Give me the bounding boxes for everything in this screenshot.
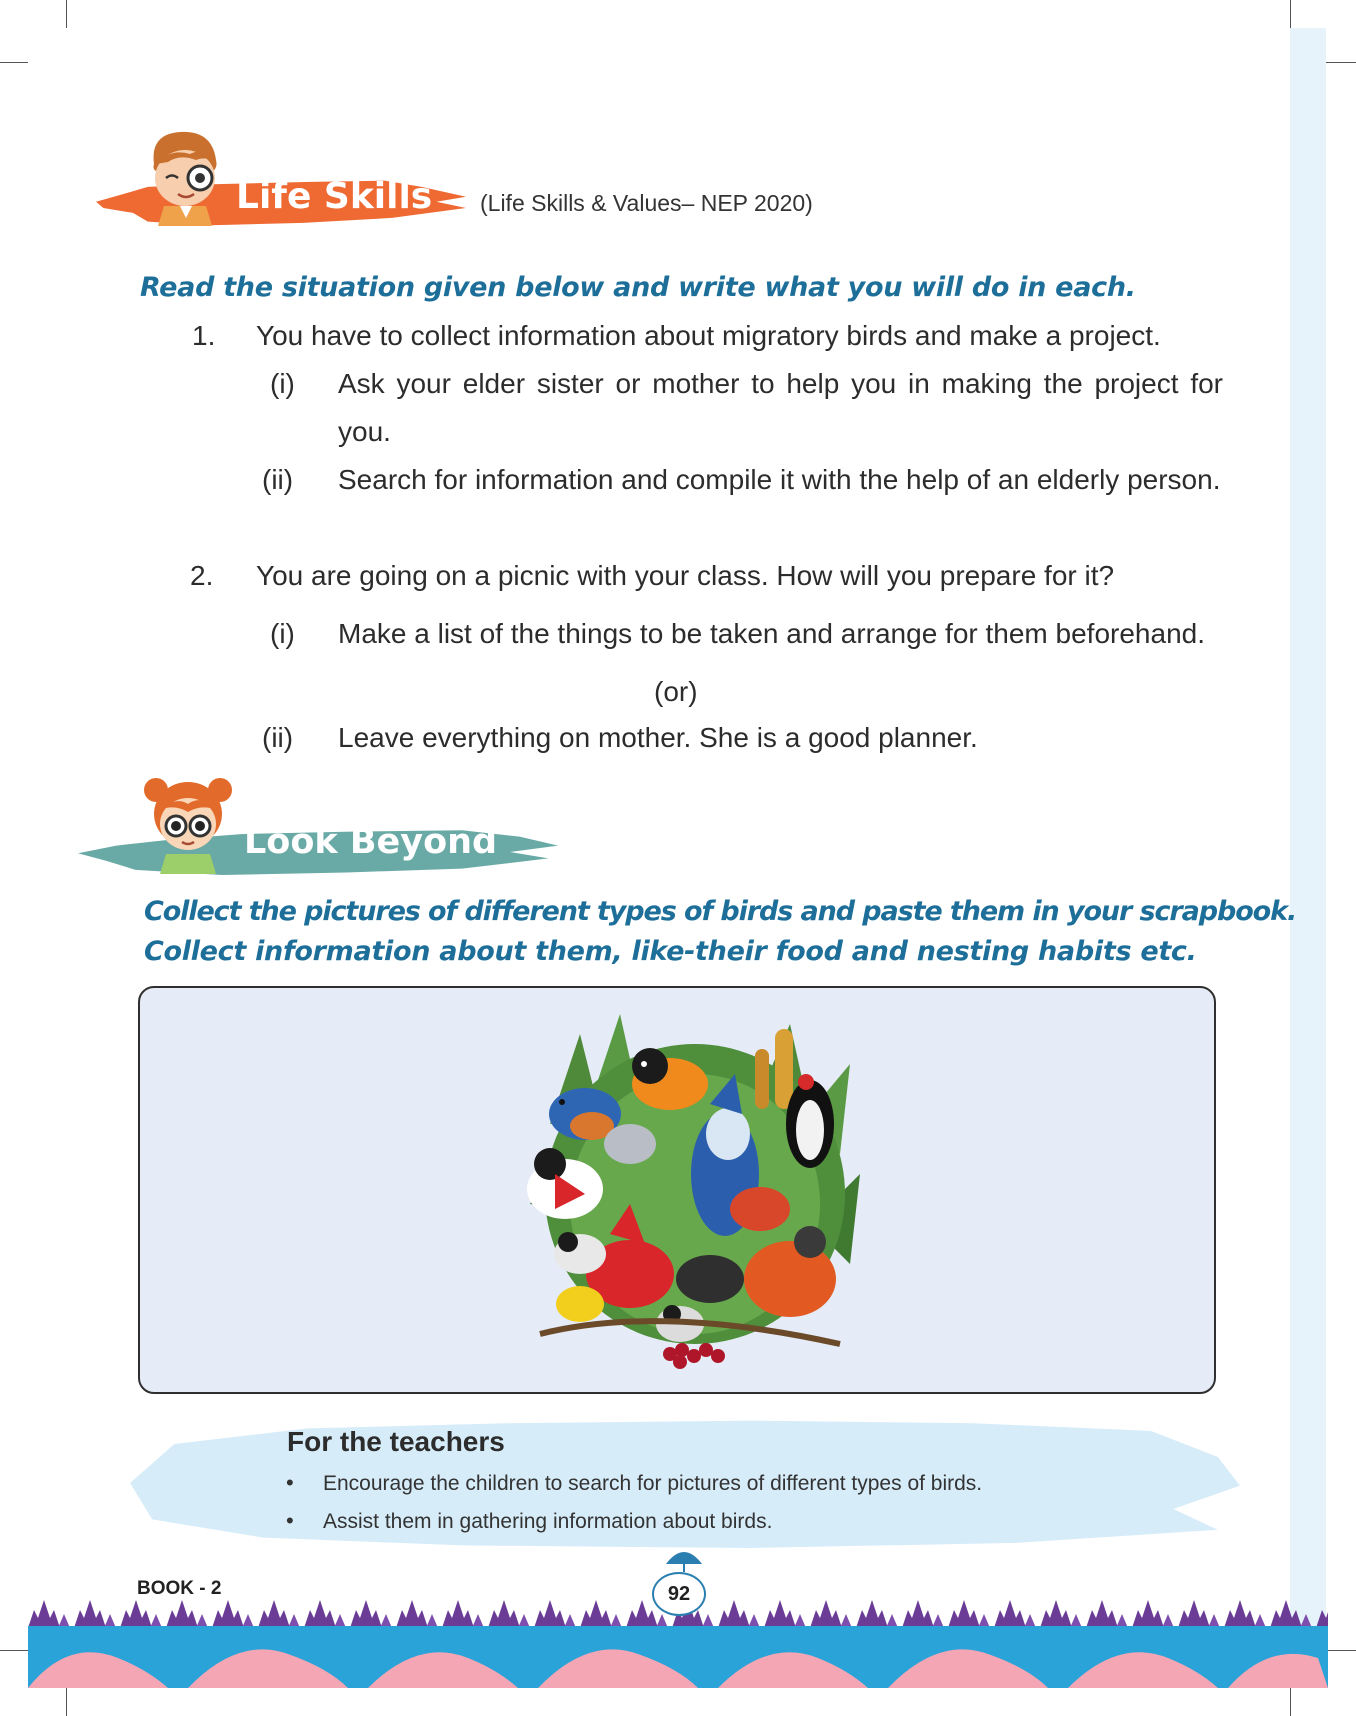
option-label-2-ii: (ii) — [262, 722, 294, 753]
or-separator: (or) — [654, 676, 698, 707]
book-label: BOOK - 2 — [137, 1578, 222, 1599]
question-number-2: 2. — [190, 560, 214, 591]
look-beyond-instruction-2: Collect information about them, like-their food and nesting habits etc. — [144, 936, 1197, 967]
question-text-1: You have to collect information about migratory birds and make a project. — [256, 320, 1161, 351]
crop-mark-bottom-left — [66, 1688, 67, 1716]
option-label-2-i: (i) — [270, 618, 295, 649]
life-skills-title: Life Skills — [236, 176, 433, 217]
teacher-bullet-2: Assist them in gathering information about birds. — [323, 1510, 773, 1533]
page-edge-strip — [1290, 28, 1326, 1688]
crop-mark-top-right-h — [1326, 62, 1356, 63]
option-text-2-ii: Leave everything on mother. She is a good planner. — [338, 722, 978, 753]
crop-mark-bottom-right — [1290, 1688, 1291, 1716]
crop-mark-top-right — [1290, 0, 1291, 28]
teacher-note-title: For the teachers — [287, 1426, 505, 1457]
option-text-1-ii: Search for information and compile it with the help of an elderly person. — [338, 464, 1221, 495]
crop-mark-bottom-left-h — [0, 1650, 28, 1651]
crop-mark-top-left — [66, 0, 67, 28]
question-text-2: You are going on a picnic with your class. How will you prepare for it? — [256, 560, 1115, 591]
boy-with-magnifier-icon — [140, 126, 232, 226]
question-number-1: 1. — [192, 320, 216, 351]
teacher-bullet-1: Encourage the children to search for pictures of different types of birds. — [323, 1472, 983, 1495]
bullet-icon: • — [286, 1470, 294, 1495]
option-text-1-i: Ask your elder sister or mother to help you in making the project for you. — [338, 368, 1223, 447]
life-skills-instruction: Read the situation given below and write what you will do in each. — [140, 272, 1136, 303]
page-number: 92 — [652, 1572, 706, 1616]
bullet-icon: • — [286, 1508, 294, 1533]
nep-note: (Life Skills & Values– NEP 2020) — [480, 190, 813, 216]
look-beyond-instruction-1: Collect the pictures of different types of birds and paste them in your scrapbook. — [144, 896, 1297, 927]
option-label-1-i: (i) — [270, 368, 295, 399]
look-beyond-title: Look Beyond — [244, 822, 498, 862]
girl-with-binoculars-icon — [140, 770, 236, 874]
option-label-1-ii: (ii) — [262, 464, 294, 495]
crop-mark-top-left-h — [0, 62, 28, 63]
umbrella-icon — [664, 1546, 704, 1572]
birds-cluster-icon — [510, 1004, 880, 1374]
crop-mark-bottom-right-h — [1326, 1650, 1356, 1651]
option-text-2-i: Make a list of the things to be taken and arrange for them beforehand. — [338, 618, 1205, 649]
